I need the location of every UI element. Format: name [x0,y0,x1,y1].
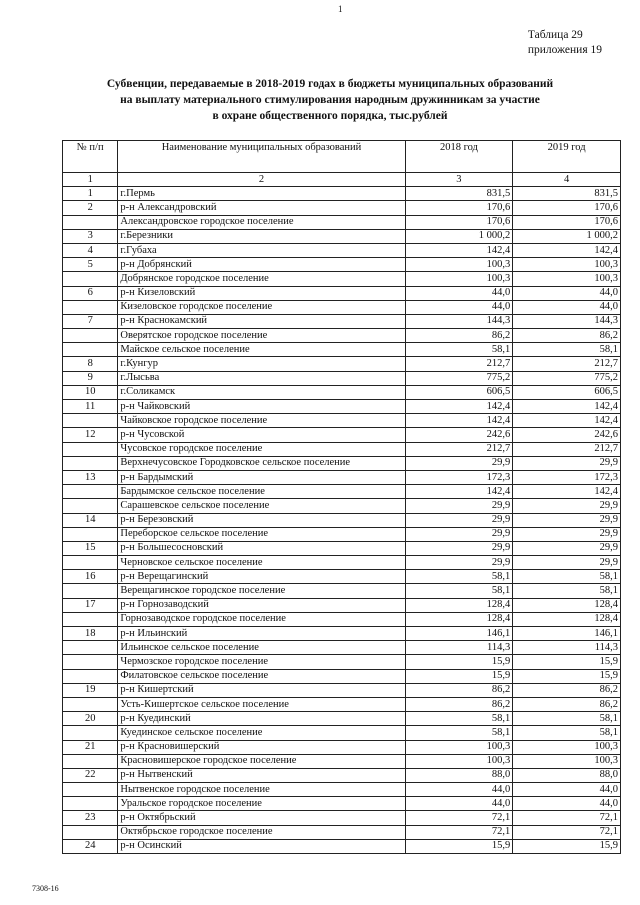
row-value-2018: 86,2 [405,683,513,697]
table-row [63,797,621,811]
table-row [63,768,621,782]
table-row [63,655,621,669]
table-row [63,726,621,740]
row-value-2019: 100,3 [513,740,621,754]
row-name: Красновишерское городское поселение [118,754,405,768]
row-value-2019: 142,4 [513,243,621,257]
row-value-2019: 15,9 [513,655,621,669]
row-value-2019: 142,4 [513,485,621,499]
table-row [63,300,621,314]
header-name: Наименование муниципальных образований [118,141,405,173]
row-value-2018: 128,4 [405,598,513,612]
table-row [63,669,621,683]
row-name: р-н Краснокамский [118,314,405,328]
row-value-2018: 775,2 [405,371,513,385]
row-value-2018: 58,1 [405,570,513,584]
row-value-2019: 142,4 [513,400,621,414]
table-row [63,456,621,470]
row-value-2019: 44,0 [513,286,621,300]
row-value-2018: 100,3 [405,272,513,286]
row-name: р-н Большесосновский [118,541,405,555]
row-number [63,343,118,357]
row-value-2018: 212,7 [405,442,513,456]
row-value-2018: 29,9 [405,499,513,513]
row-name: р-н Осинский [118,839,405,853]
row-value-2018: 114,3 [405,641,513,655]
row-number [63,825,118,839]
row-number [63,669,118,683]
row-value-2018: 100,3 [405,740,513,754]
row-name: Горнозаводское городское поселение [118,612,405,626]
table-row [63,187,621,201]
table-row [63,754,621,768]
row-value-2019: 170,6 [513,201,621,215]
row-value-2018: 72,1 [405,811,513,825]
row-value-2018: 1 000,2 [405,229,513,243]
table-row [63,541,621,555]
row-number: 22 [63,768,118,782]
table-row [63,513,621,527]
row-value-2019: 29,9 [513,527,621,541]
row-number: 4 [63,243,118,257]
row-name: г.Кунгур [118,357,405,371]
row-value-2019: 44,0 [513,783,621,797]
row-number [63,499,118,513]
row-name: Добрянское городское поселение [118,272,405,286]
row-value-2018: 100,3 [405,754,513,768]
row-number: 15 [63,541,118,555]
title-line-3: в охране общественного порядка, тыс.рублей [212,110,448,122]
row-value-2018: 29,9 [405,456,513,470]
index-name: 2 [118,173,405,187]
table-row [63,570,621,584]
row-value-2018: 831,5 [405,187,513,201]
row-name: р-н Нытвенский [118,768,405,782]
row-value-2018: 15,9 [405,655,513,669]
row-number [63,442,118,456]
table-row [63,612,621,626]
row-number: 3 [63,229,118,243]
row-name: р-н Верещагинский [118,570,405,584]
row-number [63,272,118,286]
row-number [63,584,118,598]
row-number [63,783,118,797]
row-name: Усть-Кишертское сельское поселение [118,697,405,711]
table-row [63,740,621,754]
row-number [63,655,118,669]
row-value-2018: 142,4 [405,243,513,257]
row-number [63,612,118,626]
row-name: Уральское городское поселение [118,797,405,811]
table-row [63,641,621,655]
row-number [63,726,118,740]
row-name: г.Соликамск [118,385,405,399]
row-name: г.Пермь [118,187,405,201]
row-value-2019: 170,6 [513,215,621,229]
header-2019: 2019 год [513,141,621,173]
row-name: Куединское сельское поселение [118,726,405,740]
row-value-2018: 242,6 [405,428,513,442]
appendix-annex-label: приложения 19 [527,44,602,56]
row-name: Верхнечусовское Городковское сельское поселение [118,456,405,470]
table-row [63,343,621,357]
row-value-2019: 15,9 [513,669,621,683]
row-name: р-н Добрянский [118,258,405,272]
row-name: Оверятское городское поселение [118,329,405,343]
table-row [63,357,621,371]
table-row [63,527,621,541]
subsidy-table [62,140,621,854]
row-value-2019: 15,9 [513,839,621,853]
row-value-2019: 58,1 [513,570,621,584]
row-value-2018: 44,0 [405,300,513,314]
row-value-2019: 212,7 [513,442,621,456]
row-value-2018: 44,0 [405,797,513,811]
row-value-2018: 44,0 [405,286,513,300]
row-value-2019: 44,0 [513,300,621,314]
row-name: Ильинское сельское поселение [118,641,405,655]
row-name: Бардымское сельское поселение [118,485,405,499]
row-value-2019: 86,2 [513,683,621,697]
row-number: 12 [63,428,118,442]
column-index-row [63,173,621,187]
page-mark: 1 [338,4,343,14]
row-name: Октябрьское городское поселение [118,825,405,839]
row-number: 1 [63,187,118,201]
row-value-2018: 142,4 [405,414,513,428]
row-name: Александровское городское поселение [118,215,405,229]
row-value-2019: 72,1 [513,825,621,839]
row-value-2019: 86,2 [513,329,621,343]
row-value-2019: 172,3 [513,470,621,484]
row-value-2019: 606,5 [513,385,621,399]
row-value-2019: 29,9 [513,499,621,513]
row-value-2019: 58,1 [513,726,621,740]
row-number: 6 [63,286,118,300]
table-row [63,201,621,215]
row-number [63,556,118,570]
row-name: р-н Горнозаводский [118,598,405,612]
row-value-2019: 88,0 [513,768,621,782]
row-value-2018: 172,3 [405,470,513,484]
row-value-2019: 86,2 [513,697,621,711]
row-name: Нытвенское городское поселение [118,783,405,797]
row-value-2019: 29,9 [513,556,621,570]
table-row [63,400,621,414]
row-number [63,797,118,811]
row-number [63,300,118,314]
row-number: 13 [63,470,118,484]
row-name: р-н Куединский [118,712,405,726]
row-name: Кизеловское городское поселение [118,300,405,314]
row-number: 21 [63,740,118,754]
row-number [63,527,118,541]
table-row [63,839,621,853]
table-row [63,584,621,598]
row-value-2018: 72,1 [405,825,513,839]
row-number: 8 [63,357,118,371]
row-name: г.Березники [118,229,405,243]
row-value-2019: 29,9 [513,513,621,527]
table-row [63,470,621,484]
row-value-2019: 100,3 [513,272,621,286]
table-row [63,428,621,442]
row-number [63,697,118,711]
row-value-2018: 142,4 [405,400,513,414]
table-row [63,825,621,839]
row-number: 24 [63,839,118,853]
row-value-2018: 86,2 [405,329,513,343]
row-number: 11 [63,400,118,414]
row-value-2019: 44,0 [513,797,621,811]
row-value-2018: 100,3 [405,258,513,272]
row-number: 16 [63,570,118,584]
row-value-2018: 15,9 [405,839,513,853]
table-row [63,683,621,697]
row-value-2018: 29,9 [405,527,513,541]
row-value-2019: 100,3 [513,754,621,768]
row-number [63,754,118,768]
table-row [63,556,621,570]
row-name: р-н Бардымский [118,470,405,484]
table-row [63,712,621,726]
row-number: 9 [63,371,118,385]
row-value-2018: 144,3 [405,314,513,328]
row-name: Черновское сельское поселение [118,556,405,570]
table-row [63,442,621,456]
row-value-2018: 88,0 [405,768,513,782]
row-value-2018: 15,9 [405,669,513,683]
row-value-2019: 831,5 [513,187,621,201]
row-number [63,456,118,470]
row-value-2018: 142,4 [405,485,513,499]
row-value-2019: 58,1 [513,343,621,357]
table-row [63,314,621,328]
table-row [63,627,621,641]
table-row [63,811,621,825]
row-name: р-н Ильинский [118,627,405,641]
row-number [63,641,118,655]
row-value-2019: 29,9 [513,456,621,470]
row-name: Верещагинское городское поселение [118,584,405,598]
row-value-2019: 146,1 [513,627,621,641]
row-value-2018: 170,6 [405,201,513,215]
table-row [63,286,621,300]
row-name: р-н Кизеловский [118,286,405,300]
row-name: р-н Кишертский [118,683,405,697]
row-value-2019: 128,4 [513,598,621,612]
index-2019: 4 [513,173,621,187]
row-value-2019: 114,3 [513,641,621,655]
title-line-2: на выплату материального стимулирования народным дружинникам за участие [120,94,540,106]
index-2018: 3 [405,173,513,187]
row-name: р-н Красновишерский [118,740,405,754]
header-number: № п/п [63,141,118,173]
row-value-2019: 1 000,2 [513,229,621,243]
row-number: 23 [63,811,118,825]
index-num: 1 [63,173,118,187]
row-value-2019: 29,9 [513,541,621,555]
table-row [63,215,621,229]
row-value-2018: 29,9 [405,513,513,527]
row-number: 18 [63,627,118,641]
row-number: 5 [63,258,118,272]
row-name: г.Лысьва [118,371,405,385]
row-number [63,215,118,229]
row-name: г.Губаха [118,243,405,257]
row-number: 19 [63,683,118,697]
row-number: 17 [63,598,118,612]
row-value-2019: 142,4 [513,414,621,428]
row-value-2018: 58,1 [405,343,513,357]
row-name: Майское сельское поселение [118,343,405,357]
row-value-2018: 58,1 [405,584,513,598]
table-row [63,485,621,499]
table-row [63,414,621,428]
row-number [63,485,118,499]
row-number: 10 [63,385,118,399]
row-number [63,329,118,343]
row-value-2019: 100,3 [513,258,621,272]
row-value-2018: 212,7 [405,357,513,371]
row-name: Переборское сельское поселение [118,527,405,541]
row-name: Чермозское городское поселение [118,655,405,669]
row-value-2018: 86,2 [405,697,513,711]
row-name: р-н Чайковский [118,400,405,414]
row-value-2019: 212,7 [513,357,621,371]
table-row [63,598,621,612]
row-value-2018: 170,6 [405,215,513,229]
row-name: Чусовское городское поселение [118,442,405,456]
row-value-2019: 775,2 [513,371,621,385]
row-name: р-н Октябрьский [118,811,405,825]
table-row [63,272,621,286]
table-row [63,697,621,711]
row-number: 20 [63,712,118,726]
row-number [63,414,118,428]
row-value-2018: 606,5 [405,385,513,399]
row-number: 2 [63,201,118,215]
row-value-2018: 58,1 [405,726,513,740]
row-value-2019: 128,4 [513,612,621,626]
table-row [63,371,621,385]
table-row [63,499,621,513]
row-value-2018: 29,9 [405,541,513,555]
table-row [63,783,621,797]
row-number: 14 [63,513,118,527]
row-name: Чайковское городское поселение [118,414,405,428]
row-value-2019: 144,3 [513,314,621,328]
table-row [63,329,621,343]
table-row [63,258,621,272]
row-value-2018: 44,0 [405,783,513,797]
row-name: р-н Березовский [118,513,405,527]
document-title [60,76,600,124]
row-name: Филатовское сельское поселение [118,669,405,683]
row-value-2019: 242,6 [513,428,621,442]
appendix-reference [528,28,602,58]
appendix-table-label: Таблица 29 [527,29,583,41]
row-value-2018: 128,4 [405,612,513,626]
row-number: 7 [63,314,118,328]
table-header-row [63,141,621,173]
row-value-2018: 146,1 [405,627,513,641]
table-row [63,229,621,243]
footer-code: 7308-16 [32,884,59,893]
row-value-2019: 58,1 [513,712,621,726]
header-2018: 2018 год [405,141,513,173]
title-line-1: Субвенции, передаваемые в 2018-2019 годах в бюджеты муниципальных образований [106,78,554,90]
row-name: р-н Чусовской [118,428,405,442]
row-value-2019: 72,1 [513,811,621,825]
table-row [63,243,621,257]
row-value-2019: 58,1 [513,584,621,598]
table-row [63,385,621,399]
row-value-2018: 58,1 [405,712,513,726]
row-value-2018: 29,9 [405,556,513,570]
row-name: р-н Александровский [118,201,405,215]
row-name: Сарашевское сельское поселение [118,499,405,513]
